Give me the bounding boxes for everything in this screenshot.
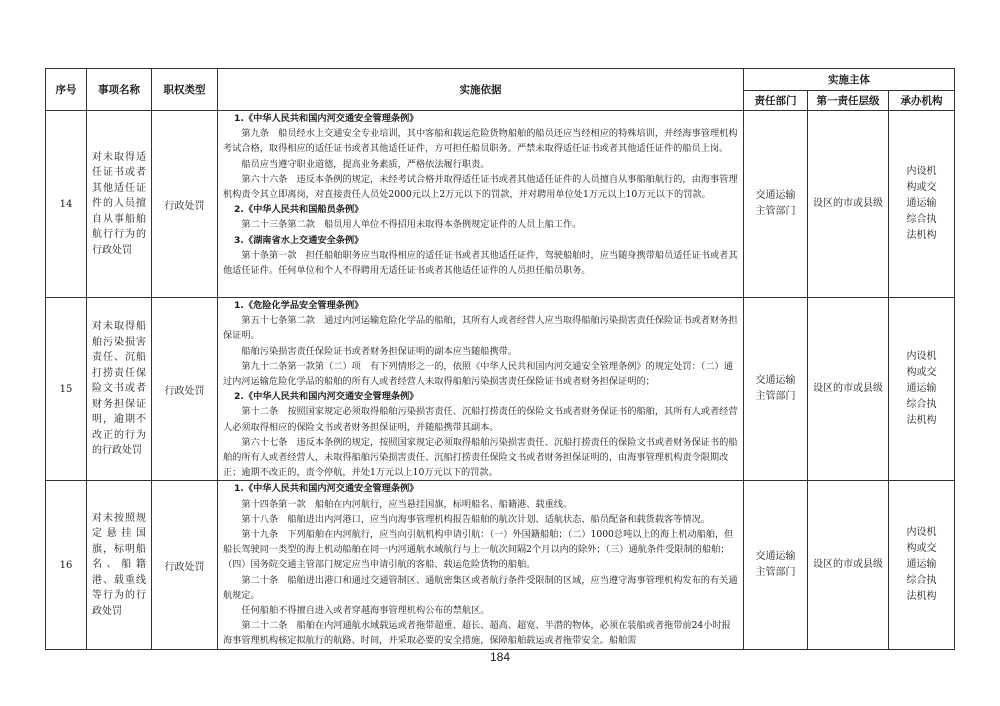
basis-paragraph: 第五十七条第二款 通过内河运输危险化学品的船舶，其所有人或者经营人应当取得船舶污染损害责任保险证书或者财务担保证明。 [223,315,738,342]
row-item-name: 对未取得适任证书或者其他适任证件的人员擅自从事船舶航行行为的行政处罚 [87,111,152,298]
basis-paragraph: 第十二条 按照国家规定必须取得船舶污染损害责任、沉船打捞责任的保险文书或者财务保证书的船舶，其所有人或者经营人必须取得相应的保险文书或者财务担保证明，并随船携带其副本。 [223,406,738,433]
header-level: 第一责任层级 [808,91,889,111]
basis-paragraph: 船员应当遵守职业道德，提高业务素质，严格依法履行职责。 [241,158,490,170]
basis-paragraph: 第二十二条 船舶在内河通航水域载运或者拖带超重、超长、超高、超宽、半潜的物体，必须在装船或者拖带前24小时报海事管理机构核定拟航行的航路、时间，并采取必要的安全措施，保障船舶载运或者拖带安全。船舶需 [223,620,731,647]
header-dept: 责任部门 [744,91,808,111]
basis-law-title: 1.《中华人民共和国内河交通安全管理条例》 [234,483,419,495]
row-responsibility-level: 设区的市或县级 [808,298,889,481]
basis-paragraph: 第十条第一款 担任船舶职务应当取得相应的适任证书或者其他适任证件，驾驶船舶时，应当随身携带船员适任证书或者其他适任证件。任何单位和个人不得聘用无适任证书或者其他适任证件的人员担任船员职务。 [223,249,738,277]
basis-law-title: 1.《中华人民共和国内河交通安全管理条例》 [234,113,419,124]
row-seq: 14 [46,111,87,298]
basis-paragraph: 第六十六条 违反本条例的规定，未经考试合格并取得适任证书或者其他适任证件的人员擅自从事船舶航行的，由海事管理机构责令其立即离岗，对直接责任人员处2000元以上2万元以下的罚款，并对聘用单位处1万元以上10万元以下的罚款。 [223,173,738,201]
row-responsibility-level: 设区的市或县级 [808,481,889,649]
row-responsible-dept: 交通运输主管部门 [744,111,808,298]
row-basis [218,481,744,649]
basis-paragraph: 第十四条第一款 船舶在内河航行，应当悬挂国旗，标明船名、船籍港、载重线。 [241,498,573,510]
page-number: 184 [489,650,511,664]
row-handling-org: 内设机构或交通运输综合执法机构 [889,298,955,481]
row-authority-type: 行政处罚 [152,111,218,298]
row-item-name: 对未取得船舶污染损害责任、沉船打捞责任保险文书或者财务担保证明，逾期不改正的行为的行政处罚 [87,298,152,481]
header-basis: 实施依据 [218,69,744,111]
table-row [46,298,955,481]
row-responsible-dept: 交通运输主管部门 [744,298,808,481]
authority-table [45,68,955,650]
table-row [46,481,955,649]
basis-paragraph: 第六十七条 违反本条例的规定，按照国家规定必须取得船舶污染损害责任、沉船打捞责任的保险文书或者财务保证书的船舶的所有人或者经营人，未取得船舶污染损害责任、沉船打捞责任保险文书或者财务担保证明的，由海事管理机构责令限期改正；逾期不改正的，责令停航，并处1万元以上10万元以下的罚款。 [223,436,738,479]
row-item-name: 对未按照规定悬挂国旗，标明船名、船籍港、载重线等行为的行政处罚 [87,481,152,649]
basis-paragraph: 船舶污染损害责任保险证书或者财务担保证明的副本应当随船携带。 [241,345,518,357]
row-seq: 15 [46,298,87,481]
row-basis [218,298,744,481]
basis-law-title: 1.《危险化学品安全管理条例》 [234,300,364,311]
basis-law-title: 2.《中华人民共和国内河交通安全管理条例》 [234,391,419,403]
header-org: 承办机构 [889,91,955,111]
basis-paragraph: 第二十三条第二款 船员用人单位不得招用未取得本条例规定证件的人员上船工作。 [241,219,582,231]
row-authority-type: 行政处罚 [152,481,218,649]
row-responsible-dept: 交通运输主管部门 [744,481,808,649]
row-authority-type: 行政处罚 [152,298,218,481]
basis-law-title: 3.《湖南省水上交通安全条例》 [234,234,364,246]
basis-paragraph: 任何船舶不得擅自进入或者穿越海事管理机构公布的禁航区。 [241,605,490,617]
basis-paragraph: 第十九条 下列船舶在内河航行，应当向引航机构申请引航：（一）外国籍船舶；（二）1000总吨以上的海上机动船舶，但船长驾驶同一类型的海上机动船舶在同一内河通航水域航行与上一航次间隔2个月以内的除外；（三）通航条件受限制的船舶；（四）国务院交通主管部门规定应当申请引航的客船、载运危险货物的船舶。 [223,529,734,571]
basis-paragraph: 第九十二条第一款第（二）项 有下列情形之一的，依照《中华人民共和国内河交通安全管理条例》的规定处罚：（二）通过内河运输危险化学品的船舶的所有人或者经营人未取得船舶污染损害责任保险证书或者财务担保证明的； [223,360,733,388]
header-subject: 实施主体 [744,69,955,91]
basis-paragraph: 第九条 船员经水上交通安全专业培训，其中客船和载运危险货物船舶的船员还应当经相应的特殊培训，并经海事管理机构考试合格，取得相应的适任证书或者其他适任证件，方可担任船员职务。严禁未取得适任证书或者其他适任证件的船员上岗。 [223,128,738,155]
basis-paragraph: 第二十条 船舶进出港口和通过交通管制区、通航密集区或者航行条件受限制的区域，应当遵守海事管理机构发布的有关通航规定。 [223,574,738,601]
header-type: 职权类型 [152,69,218,111]
row-basis [218,111,744,298]
row-handling-org: 内设机构或交通运输综合执法机构 [889,111,955,298]
basis-law-title: 2.《中华人民共和国船员条例》 [234,204,364,216]
table-row [46,111,955,298]
row-seq: 16 [46,481,87,649]
row-handling-org: 内设机构或交通运输综合执法机构 [889,481,955,649]
header-seq: 序号 [46,69,87,111]
row-responsibility-level: 设区的市或县级 [808,111,889,298]
header-name: 事项名称 [87,69,152,111]
basis-paragraph: 第十八条 船舶进出内河港口，应当向海事管理机构报告船舶的航次计划、适航状态、船员配备和载货载客等情况。 [241,513,710,525]
